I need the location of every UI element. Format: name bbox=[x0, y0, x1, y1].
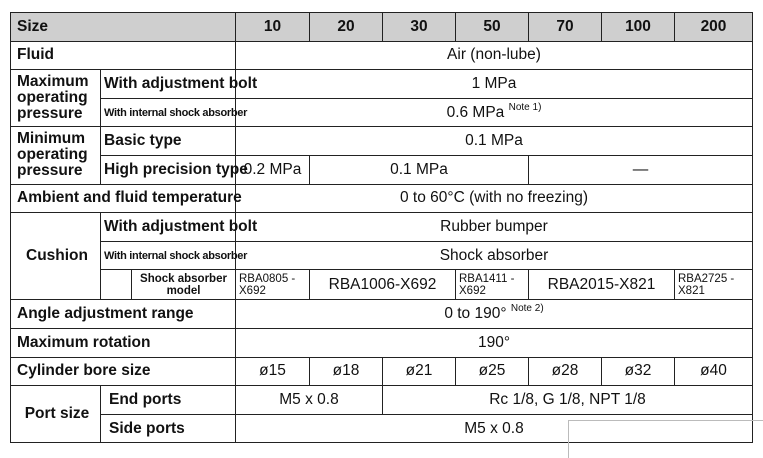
max-pressure-adj-bolt-label: With adjustment bolt bbox=[101, 70, 236, 99]
angle-cell bbox=[236, 300, 753, 329]
temperature-value: 0 to 60°C (with no freezing) bbox=[236, 184, 753, 213]
cushion-shock-value: Shock absorber bbox=[236, 241, 753, 270]
rotation-label: Maximum rotation bbox=[11, 328, 236, 357]
note-1-ref: Note 1) bbox=[508, 101, 542, 113]
port-end-value-10-20: M5 x 0.8 bbox=[236, 386, 383, 415]
decorative-line-vertical bbox=[568, 420, 569, 458]
size-header: Size bbox=[11, 13, 236, 42]
size-col-70: 70 bbox=[529, 13, 602, 42]
port-side-label: Side ports bbox=[101, 414, 236, 443]
port-end-value-30-200: Rc 1/8, G 1/8, NPT 1/8 bbox=[383, 386, 753, 415]
min-pressure-hp-value-70-200: — bbox=[529, 155, 753, 184]
min-pressure-label: Minimum operating pressure bbox=[11, 127, 101, 184]
max-pressure-shock-cell bbox=[236, 98, 753, 127]
angle-label: Angle adjustment range bbox=[11, 300, 236, 329]
port-label: Port size bbox=[11, 386, 101, 443]
cushion-row-1 bbox=[11, 213, 753, 242]
cushion-row-2 bbox=[11, 241, 753, 270]
max-pressure-row-2 bbox=[11, 98, 753, 127]
cushion-label: Cushion bbox=[11, 213, 101, 300]
min-pressure-hp-value-20-50: 0.1 MPa bbox=[310, 155, 529, 184]
decorative-line bbox=[568, 420, 763, 421]
max-pressure-row-1 bbox=[11, 70, 753, 99]
max-pressure-adj-bolt-value: 1 MPa bbox=[236, 70, 753, 99]
bore-label: Cylinder bore size bbox=[11, 357, 236, 386]
bore-value-100: ø32 bbox=[602, 357, 675, 386]
fluid-row bbox=[11, 41, 753, 70]
cushion-shock-label: With internal shock absorber bbox=[101, 241, 236, 270]
cushion-adj-bolt-value: Rubber bumper bbox=[236, 213, 753, 242]
note-2-ref: Note 2) bbox=[510, 303, 544, 315]
port-end-label: End ports bbox=[101, 386, 236, 415]
port-row-1 bbox=[11, 386, 753, 415]
min-pressure-hp-value-10: 0.2 MPa bbox=[236, 155, 310, 184]
bore-value-70: ø28 bbox=[529, 357, 602, 386]
fluid-value: Air (non-lube) bbox=[236, 41, 753, 70]
size-col-200: 200 bbox=[675, 13, 753, 42]
cushion-adj-bolt-label: With adjustment bolt bbox=[101, 213, 236, 242]
rotation-row bbox=[11, 328, 753, 357]
size-col-10: 10 bbox=[236, 13, 310, 42]
temperature-label: Ambient and fluid temperature bbox=[11, 184, 236, 213]
header-row bbox=[11, 13, 753, 42]
max-pressure-shock-value: 0.6 MPa bbox=[446, 103, 505, 121]
specifications-table bbox=[10, 12, 753, 443]
bore-value-10: ø15 bbox=[236, 357, 310, 386]
min-pressure-basic-value: 0.1 MPa bbox=[236, 127, 753, 156]
max-pressure-shock-label: With internal shock absorber bbox=[101, 98, 236, 127]
size-col-100: 100 bbox=[602, 13, 675, 42]
cushion-row-3 bbox=[11, 270, 753, 300]
cushion-model-label: Shock absorber model bbox=[132, 270, 236, 300]
bore-value-30: ø21 bbox=[383, 357, 456, 386]
rotation-value: 190° bbox=[236, 328, 753, 357]
bore-value-200: ø40 bbox=[675, 357, 753, 386]
angle-row bbox=[11, 300, 753, 329]
size-col-30: 30 bbox=[383, 13, 456, 42]
min-pressure-row-2 bbox=[11, 155, 753, 184]
max-pressure-label: Maximum operating pressure bbox=[11, 70, 101, 127]
bore-value-20: ø18 bbox=[310, 357, 383, 386]
fluid-label: Fluid bbox=[11, 41, 236, 70]
bore-value-50: ø25 bbox=[456, 357, 529, 386]
port-side-value: M5 x 0.8 bbox=[236, 414, 753, 443]
min-pressure-hp-label: High precision type bbox=[101, 155, 236, 184]
bore-row bbox=[11, 357, 753, 386]
min-pressure-row-1 bbox=[11, 127, 753, 156]
shock-model-70-100: RBA2015-X821 bbox=[529, 270, 675, 300]
shock-model-200: RBA2725 -X821 bbox=[675, 270, 753, 300]
cushion-model-spacer bbox=[101, 270, 132, 300]
size-col-50: 50 bbox=[456, 13, 529, 42]
temperature-row bbox=[11, 184, 753, 213]
port-row-2 bbox=[11, 414, 753, 443]
min-pressure-basic-label: Basic type bbox=[101, 127, 236, 156]
size-col-20: 20 bbox=[310, 13, 383, 42]
angle-value: 0 to 190° bbox=[444, 305, 507, 323]
shock-model-20-30: RBA1006-X692 bbox=[310, 270, 456, 300]
shock-model-10: RBA0805 -X692 bbox=[236, 270, 310, 300]
shock-model-50: RBA1411 -X692 bbox=[456, 270, 529, 300]
